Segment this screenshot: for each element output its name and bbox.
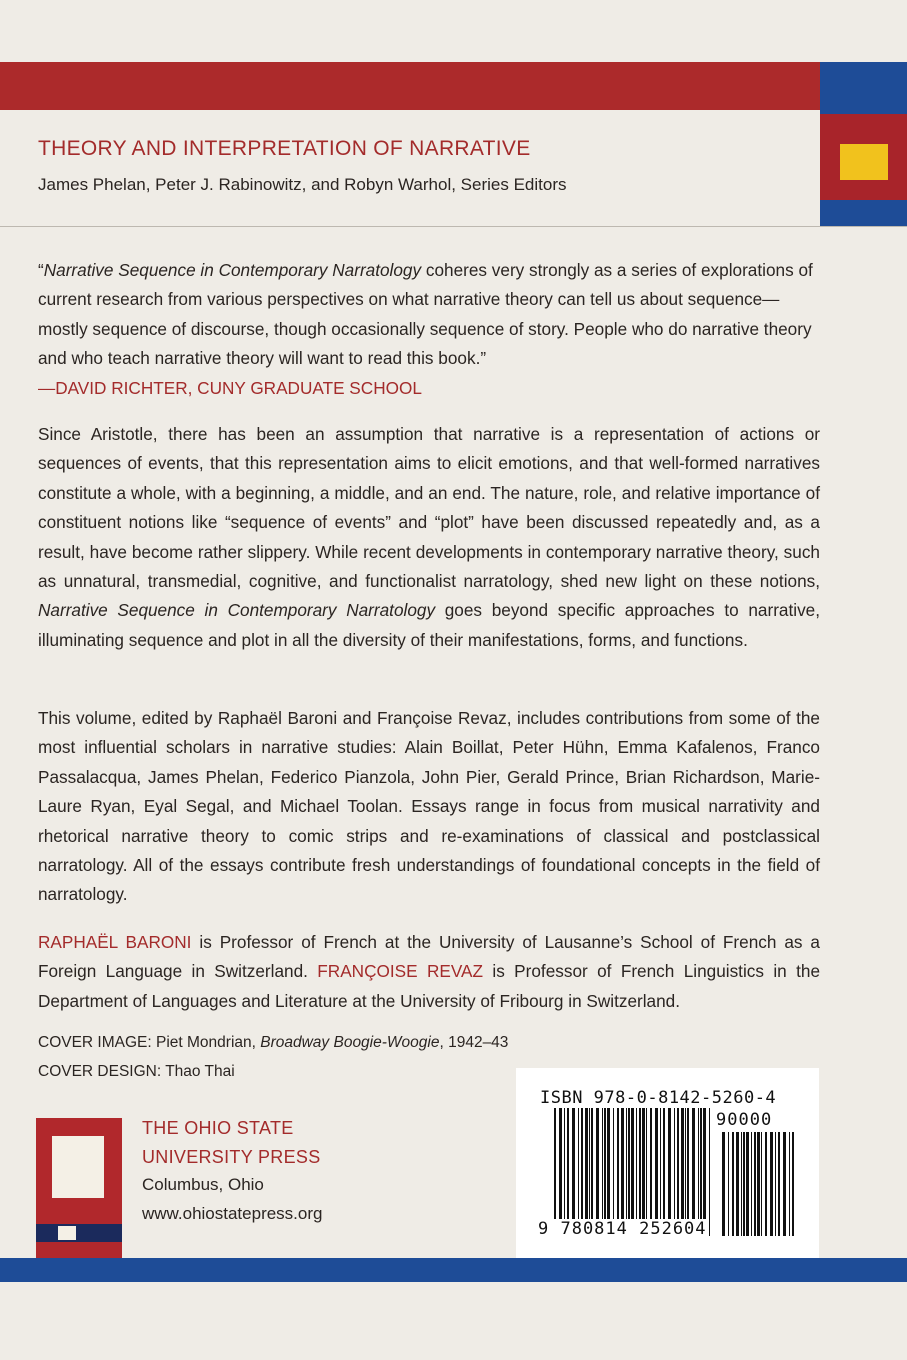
barcode-bar bbox=[578, 1108, 579, 1236]
para1-book-title: Narrative Sequence in Contemporary Narratology bbox=[38, 600, 436, 621]
barcode-bar bbox=[607, 1108, 610, 1236]
barcode-bar bbox=[692, 1108, 695, 1236]
barcode-bar bbox=[770, 1132, 773, 1236]
barcode-bar bbox=[567, 1108, 569, 1236]
barcode-bar bbox=[783, 1132, 786, 1236]
barcode-bar bbox=[628, 1108, 630, 1236]
barcode-bar bbox=[789, 1132, 790, 1236]
barcode-bar bbox=[677, 1108, 679, 1236]
barcode-bar bbox=[646, 1108, 647, 1236]
cover-design-name: Thao Thai bbox=[165, 1063, 235, 1080]
bottom-blue-band bbox=[0, 1258, 907, 1282]
barcode-bar bbox=[602, 1108, 603, 1236]
description-paragraph-2: This volume, edited by Raphaël Baroni and Françoise Revaz, includes contributions from some of the most influential scholars in narrative studies: Alain Boillat, Peter Hühn, Emma Kafalenos, Franco Passalacqua, James Phelan, Federico Pianzola, John Pier, Gerald Prince, Brian Richardson, Marie-Laure Ryan, Eyal Segal, and Michael Toolan. Essays range in focus from musical narrativity and rhetorical narrative theory to comic strips and re-examinations of classical and postclassical narratology. All of the essays contribute fresh understandings of foundational concepts in the field of narratology. bbox=[38, 708, 820, 905]
addon-barcode-bars bbox=[722, 1132, 796, 1236]
barcode-bar bbox=[703, 1108, 706, 1236]
barcode-bar bbox=[631, 1108, 634, 1236]
barcode-bar bbox=[668, 1108, 671, 1236]
mondrian-yellow-block bbox=[840, 144, 888, 180]
cover-design-label: COVER DESIGN: bbox=[38, 1063, 166, 1080]
barcode-bar bbox=[754, 1132, 756, 1236]
barcode-bar bbox=[559, 1108, 562, 1236]
barcode-bar bbox=[751, 1132, 752, 1236]
isbn-number: ISBN 978-0-8142-5260-4 bbox=[540, 1088, 777, 1108]
barcode-bar bbox=[626, 1108, 627, 1236]
mondrian-blue-block-lower bbox=[820, 200, 907, 226]
cover-image-label: COVER IMAGE: bbox=[38, 1034, 156, 1051]
publisher-name-line-2: UNIVERSITY PRESS bbox=[142, 1147, 321, 1167]
quote-attribution: —DAVID RICHTER, CUNY GRADUATE SCHOOL bbox=[38, 377, 422, 398]
top-red-band bbox=[0, 62, 820, 110]
barcode-bar bbox=[639, 1108, 641, 1236]
barcode-bar bbox=[743, 1132, 745, 1236]
publisher-url[interactable]: www.ohiostatepress.org bbox=[142, 1204, 323, 1223]
logo-white-block bbox=[52, 1136, 104, 1198]
barcode-bar bbox=[700, 1108, 702, 1236]
para1-text-a: Since Aristotle, there has been an assumption that narrative is a representation of actions or sequences of events, that this representation aims to elicit emotions, and that well-formed narratives constitute a whole, with a beginning, a middle, and an end. The nature, role, and relative importance of constituent notions like “sequence of events” and “plot” have been discussed repeatedly and, as a result, have become rather slippery. While recent developments in contemporary narrative theory, such as unnatural, transmedial, cognitive, and functionalist narratology, shed new light on these notions, bbox=[38, 424, 820, 592]
editor-bio-revaz: is Professor of French Linguistics in the Department of Languages and Literature at the University of Fribourg in Switzerland. bbox=[38, 961, 821, 1011]
logo-navy-strip bbox=[36, 1224, 122, 1242]
publisher-logo bbox=[36, 1118, 122, 1258]
editor-name-baroni: RAPHAËL BARONI bbox=[38, 932, 192, 952]
series-editors: James Phelan, Peter J. Rabinowitz, and Robyn Warhol, Series Editors bbox=[38, 175, 567, 194]
barcode-bar bbox=[617, 1108, 619, 1236]
barcode-bar bbox=[613, 1108, 614, 1236]
series-title: THEORY AND INTERPRETATION OF NARRATIVE bbox=[38, 137, 531, 160]
barcode-bar bbox=[732, 1132, 734, 1236]
review-quote bbox=[38, 256, 820, 403]
barcode-bar bbox=[761, 1132, 762, 1236]
barcode-bar bbox=[655, 1108, 658, 1236]
header-divider bbox=[0, 226, 907, 227]
barcode-bar bbox=[642, 1108, 645, 1236]
cover-image-title: Broadway Boogie-Woogie bbox=[260, 1034, 440, 1051]
barcode-bar bbox=[554, 1108, 556, 1236]
quote-open-mark: “ bbox=[38, 260, 44, 280]
quote-book-title: Narrative Sequence in Contemporary Narratology bbox=[43, 260, 422, 280]
barcode-bar bbox=[572, 1108, 575, 1236]
barcode-bar bbox=[604, 1108, 606, 1236]
barcode-addon-number: 90000 bbox=[716, 1110, 773, 1130]
barcode-bar bbox=[589, 1108, 590, 1236]
mondrian-detail-image bbox=[820, 62, 907, 226]
barcode-bar bbox=[741, 1132, 742, 1236]
barcode-bar bbox=[698, 1108, 699, 1236]
cover-image-artist: Piet Mondrian, bbox=[156, 1034, 261, 1051]
barcode-bar bbox=[709, 1108, 710, 1236]
barcode-bar bbox=[685, 1108, 686, 1236]
barcode-bar bbox=[564, 1108, 565, 1236]
barcode-bar bbox=[778, 1132, 780, 1236]
barcode-bar bbox=[722, 1132, 725, 1236]
barcode-bar bbox=[765, 1132, 767, 1236]
mondrian-blue-block bbox=[820, 62, 907, 114]
barcode-bar bbox=[674, 1108, 675, 1236]
barcode-bar bbox=[681, 1108, 684, 1236]
barcode-bar bbox=[596, 1108, 599, 1236]
barcode-bar bbox=[728, 1132, 729, 1236]
barcode-bar bbox=[591, 1108, 593, 1236]
quote-text: coheres very strongly as a series of explorations of current research from various perspectives on what narrative theory can tell us about sequence—mostly sequence of discourse, though occasionally sequence of story. People who do narrative theory and who teach narrative theory will want to read this book.” bbox=[38, 260, 813, 369]
description-paragraph-1 bbox=[38, 420, 820, 655]
barcode-bar bbox=[585, 1108, 588, 1236]
barcode-bar bbox=[746, 1132, 749, 1236]
publisher-name-line-1: THE OHIO STATE bbox=[142, 1118, 294, 1138]
editor-bio-baroni: is Professor of French at the University of Lausanne’s School of French as a Foreign Language in Switzerland. bbox=[38, 932, 820, 982]
editors-bio bbox=[38, 928, 820, 1016]
barcode-bar bbox=[792, 1132, 794, 1236]
barcode-bar bbox=[663, 1108, 665, 1236]
barcode-bar bbox=[650, 1108, 652, 1236]
barcode-bar bbox=[775, 1132, 776, 1236]
barcode-bar bbox=[687, 1108, 689, 1236]
publisher-city: Columbus, Ohio bbox=[142, 1175, 264, 1194]
barcode-bar bbox=[581, 1108, 583, 1236]
editor-name-revaz: FRANÇOISE REVAZ bbox=[317, 961, 483, 982]
barcode-bar bbox=[757, 1132, 760, 1236]
ean-barcode-bars bbox=[554, 1108, 712, 1236]
cover-image-year: , 1942–43 bbox=[439, 1034, 509, 1051]
ean-number: 9 780814 252604 bbox=[538, 1219, 707, 1239]
barcode-bar bbox=[736, 1132, 739, 1236]
barcode-bar bbox=[636, 1108, 637, 1236]
barcode-bar bbox=[621, 1108, 624, 1236]
cover-image-credit bbox=[38, 1034, 508, 1052]
barcode-bar bbox=[660, 1108, 661, 1236]
para1-text-b: goes beyond specific approaches to narrative, illuminating sequence and plot in all the diversity of their manifestations, forms, and functions. bbox=[38, 600, 820, 650]
cover-design-credit bbox=[38, 1063, 235, 1081]
isbn-barcode bbox=[516, 1068, 819, 1258]
logo-white-square bbox=[58, 1226, 76, 1240]
